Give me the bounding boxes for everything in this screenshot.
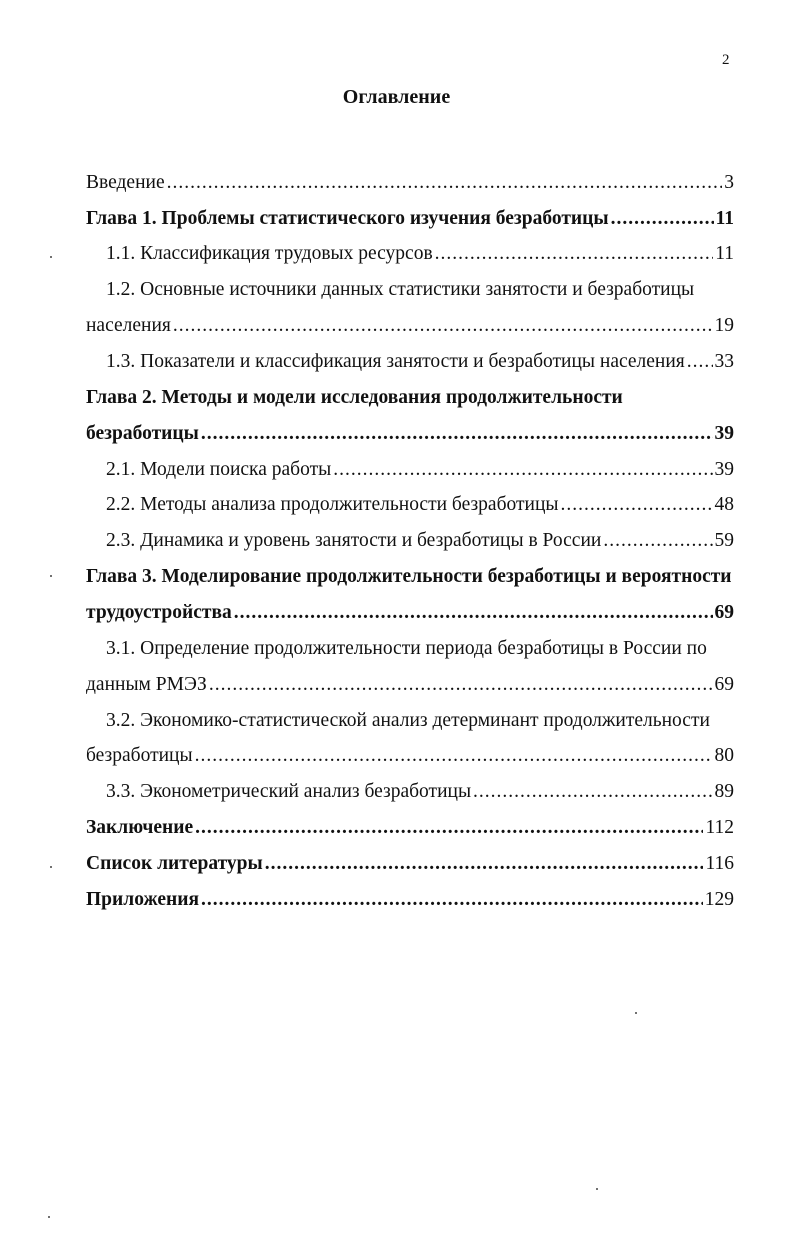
toc-entry-page: 33 <box>714 351 734 372</box>
toc-entry-3-2[interactable] <box>106 710 734 734</box>
toc-entry-text: 3.3. Эконометрический анализ безработицы <box>106 781 472 802</box>
toc-entry-page: 19 <box>714 315 734 336</box>
toc-entry-references[interactable] <box>86 853 734 877</box>
scan-speck <box>50 575 52 577</box>
dot-leader <box>265 853 704 875</box>
toc-entry-text: Глава 3. Моделирование продолжительности безработицы и вероятности <box>86 566 732 587</box>
dot-leader <box>561 494 713 516</box>
toc-entry-1-3[interactable] <box>106 351 734 375</box>
toc-entry-text: 1.2. Основные источники данных статистики занятости и безработицы <box>106 279 695 300</box>
toc-entry-page: 11 <box>715 243 734 264</box>
dot-leader <box>333 459 712 481</box>
toc-entry-page: 59 <box>714 530 734 551</box>
scan-speck <box>48 1216 50 1218</box>
toc-entry-text: Введение <box>86 172 165 193</box>
toc-entry-text: 2.2. Методы анализа продолжительности безработицы <box>106 494 559 515</box>
scan-speck <box>596 1188 598 1190</box>
toc-entry-2-3[interactable] <box>106 530 734 554</box>
toc-entry-2-1[interactable] <box>106 459 734 483</box>
toc-entry-chapter-3-continued[interactable] <box>86 602 734 626</box>
toc-entry-text: Приложения <box>86 889 200 910</box>
toc-entry-page: 39 <box>714 459 734 480</box>
dot-leader <box>201 423 713 445</box>
page-number: 2 <box>722 52 730 68</box>
toc-entry-text: Список литературы <box>86 853 263 874</box>
dot-leader <box>195 745 713 767</box>
toc-entry-text: данным РМЭЗ <box>86 674 207 695</box>
toc-entry-1-1[interactable] <box>106 243 734 267</box>
toc-entry-page: 80 <box>714 745 734 766</box>
scan-speck <box>50 866 52 868</box>
toc-entry-text: Заключение <box>86 817 194 838</box>
toc-entry-text: 2.1. Модели поиска работы <box>106 459 332 480</box>
toc-entry-page: 89 <box>714 781 734 802</box>
toc-entry-text: 2.3. Динамика и уровень занятости и безработицы в России <box>106 530 602 551</box>
scan-speck <box>635 1012 637 1014</box>
dot-leader <box>195 817 703 839</box>
toc-title: Оглавление <box>342 86 451 108</box>
dot-leader <box>201 889 703 911</box>
toc-entry-appendices[interactable] <box>86 889 734 913</box>
scan-speck <box>50 256 52 258</box>
toc-entry-introduction[interactable] <box>86 172 734 196</box>
toc-entry-3-1-continued[interactable] <box>86 674 734 698</box>
toc-entry-text: 3.1. Определение продолжительности периода безработицы в России по <box>106 638 707 659</box>
toc-entry-text: 3.2. Экономико-статистической анализ детерминант продолжительности <box>106 710 710 731</box>
dot-leader <box>173 315 713 337</box>
dot-leader <box>435 243 714 265</box>
toc-entry-text: трудоустройства <box>86 602 232 623</box>
toc-entry-page: 48 <box>714 494 734 515</box>
toc-entry-text: безработицы <box>86 423 199 444</box>
toc-entry-text: безработицы <box>86 745 193 766</box>
dot-leader <box>603 530 712 552</box>
toc-entry-page: 11 <box>715 208 734 229</box>
toc-entry-page: 3 <box>724 172 734 193</box>
dot-leader <box>611 208 714 230</box>
toc-entry-2-2[interactable] <box>106 494 734 518</box>
toc-entry-3-1[interactable] <box>106 638 734 662</box>
toc-entry-1-2-continued[interactable] <box>86 315 734 339</box>
toc-entry-text: 1.1. Классификация трудовых ресурсов <box>106 243 433 264</box>
toc-entry-text: 1.3. Показатели и классификация занятости и безработицы населения <box>106 351 685 372</box>
toc-entry-page: 129 <box>704 889 734 910</box>
dot-leader <box>167 172 723 194</box>
toc-entry-chapter-3[interactable] <box>86 566 734 590</box>
toc-entry-3-2-continued[interactable] <box>86 745 734 769</box>
dot-leader <box>209 674 713 696</box>
dot-leader <box>473 781 712 803</box>
toc-entry-page: 112 <box>705 817 734 838</box>
toc-entry-chapter-2[interactable] <box>86 387 734 411</box>
toc-entry-page: 69 <box>714 674 734 695</box>
toc-entry-text: Глава 1. Проблемы статистического изучения безработицы <box>86 208 609 229</box>
toc-entry-conclusion[interactable] <box>86 817 734 841</box>
toc-entry-page: 39 <box>714 423 734 444</box>
toc-entry-text: населения <box>86 315 171 336</box>
toc-entry-3-3[interactable] <box>106 781 734 805</box>
toc-entry-1-2[interactable] <box>106 279 734 303</box>
toc-entry-page: 116 <box>705 853 734 874</box>
dot-leader <box>687 351 713 373</box>
toc-entry-chapter-1[interactable] <box>86 208 734 232</box>
toc-entry-page: 69 <box>714 602 734 623</box>
toc-entry-chapter-2-continued[interactable] <box>86 423 734 447</box>
toc-entry-text: Глава 2. Методы и модели исследования продолжительности <box>86 387 623 408</box>
dot-leader <box>234 602 713 624</box>
